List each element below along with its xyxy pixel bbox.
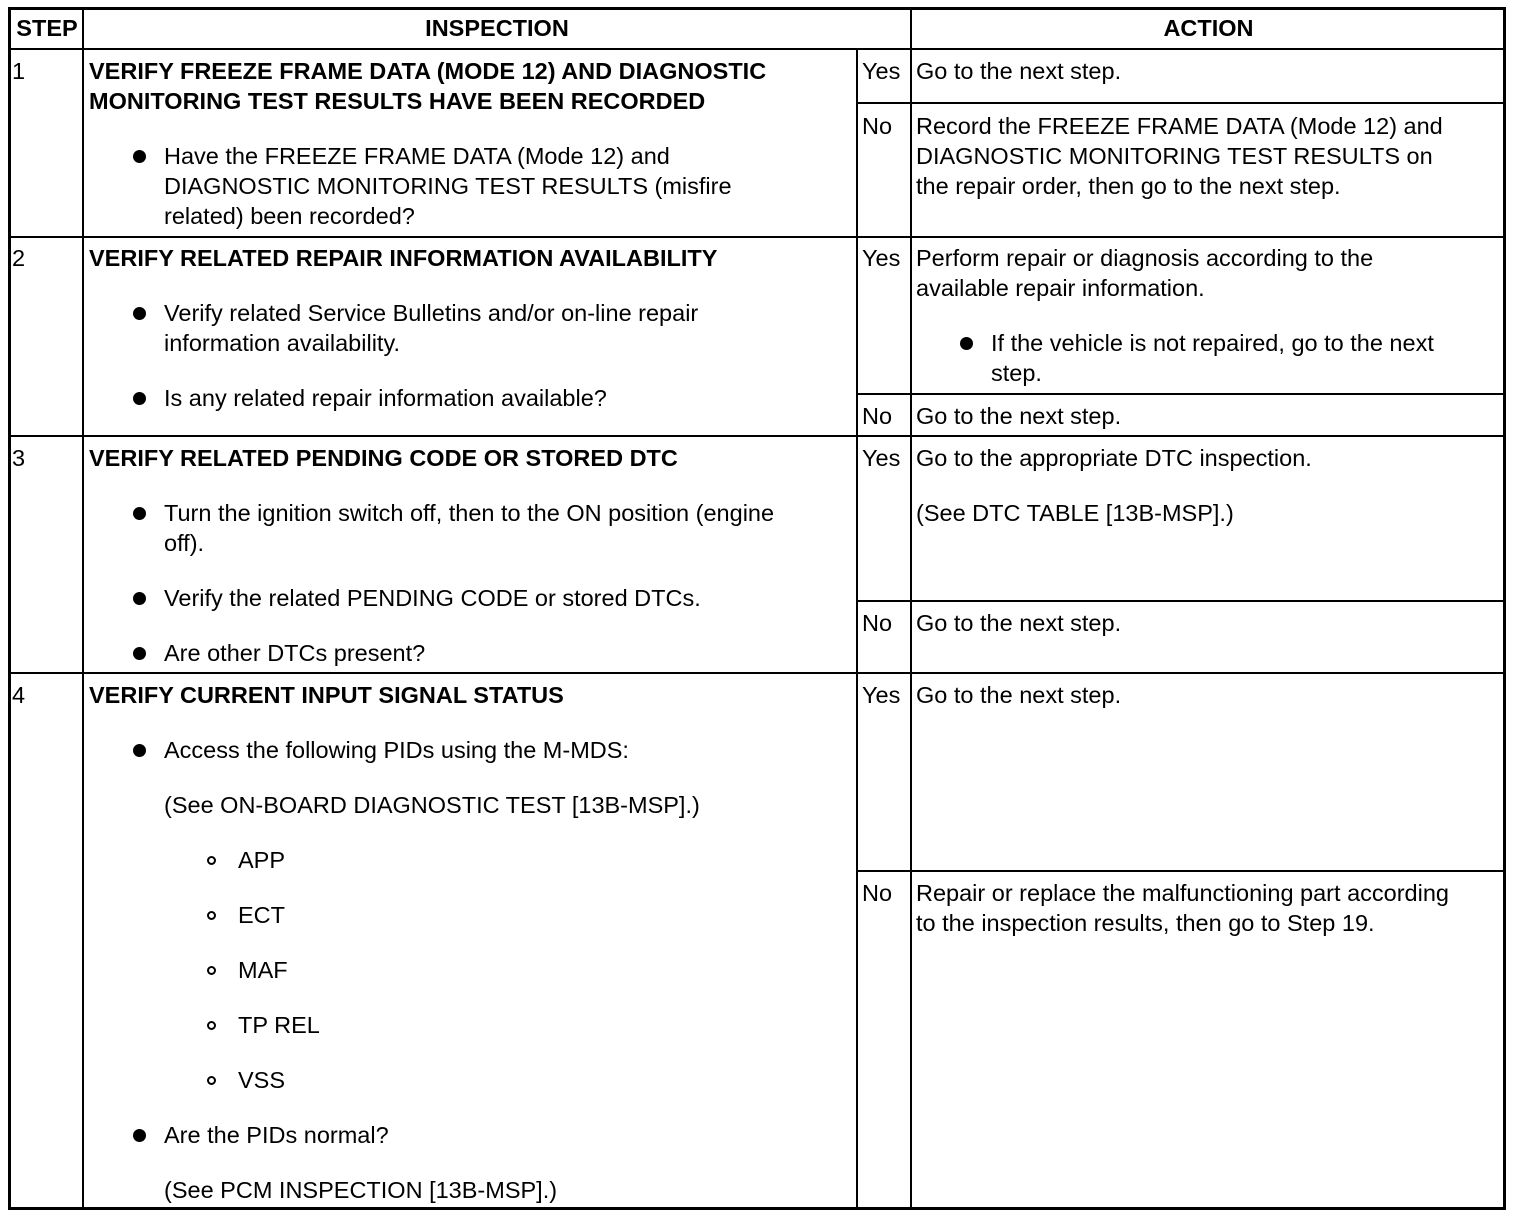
header-action: ACTION [1163,15,1254,41]
header-divider [11,48,1503,50]
inspection-bullet: Verify related Service Bulletins and/or on-line repair [164,300,699,326]
step-title: VERIFY RELATED REPAIR INFORMATION AVAILABILITY [89,245,718,271]
inspection-note: (See ON-BOARD DIAGNOSTIC TEST [13B-MSP].) [164,792,700,818]
no-label: No [862,113,893,139]
sub-bullet-icon [207,1021,216,1030]
action-col-divider [910,10,912,1207]
sub-bullet-icon [207,911,216,920]
row1-divider [11,236,1503,238]
bullet-icon [133,744,146,757]
bullet-icon [133,507,146,520]
bullet-icon [133,592,146,605]
bullet-icon [133,150,146,163]
inspection-bullet: off). [164,530,205,556]
inspection-bullet: Verify the related PENDING CODE or stored DTCs. [164,585,701,611]
row2-yes-no-divider [856,393,1503,395]
no-action: DIAGNOSTIC MONITORING TEST RESULTS on [916,143,1433,169]
yes-action: Go to the next step. [916,58,1122,84]
yes-bullet: If the vehicle is not repaired, go to the next [991,330,1434,356]
step-title: MONITORING TEST RESULTS HAVE BEEN RECORDED [89,88,706,114]
bullet-icon [133,647,146,660]
pid-item: ECT [238,902,285,928]
sub-bullet-icon [207,966,216,975]
inspection-bullet: related) been recorded? [164,203,415,229]
yes-action: Perform repair or diagnosis according to the [916,245,1374,271]
pid-item: APP [238,847,286,873]
inspection-bullet: Are other DTCs present? [164,640,426,666]
bullet-icon [960,337,973,350]
step-number: 4 [12,682,26,708]
sub-bullet-icon [207,856,216,865]
no-action: the repair order, then go to the next step. [916,173,1341,199]
row3-yes-no-divider [856,600,1503,602]
yes-action: available repair information. [916,275,1205,301]
no-action: Record the FREEZE FRAME DATA (Mode 12) and [916,113,1443,139]
yes-label: Yes [862,58,901,84]
yes-label: Yes [862,682,901,708]
no-label: No [862,880,893,906]
step-title: VERIFY FREEZE FRAME DATA (MODE 12) AND DIAGNOSTIC [89,58,767,84]
step-number: 3 [12,445,26,471]
no-action: Repair or replace the malfunctioning part according [916,880,1449,906]
inspection-col-divider [856,48,858,1207]
step-col-divider [82,10,84,1207]
inspection-note: (See PCM INSPECTION [13B-MSP].) [164,1177,558,1203]
no-label: No [862,610,893,636]
step-title: VERIFY RELATED PENDING CODE OR STORED DTC [89,445,678,471]
header-inspection: INSPECTION [425,15,569,41]
step-number: 2 [12,245,26,271]
bullet-icon [133,307,146,320]
sub-bullet-icon [207,1076,216,1085]
no-action: Go to the next step. [916,403,1122,429]
row2-divider [11,435,1503,437]
yes-action: Go to the appropriate DTC inspection. [916,445,1312,471]
row3-divider [11,672,1503,674]
yes-label: Yes [862,445,901,471]
inspection-bullet: DIAGNOSTIC MONITORING TEST RESULTS (misfire [164,173,732,199]
row4-yes-no-divider [856,870,1503,872]
no-action: Go to the next step. [916,610,1122,636]
row1-yes-no-divider [856,102,1503,104]
yes-note: (See DTC TABLE [13B-MSP].) [916,500,1234,526]
no-label: No [862,403,893,429]
yes-action: Go to the next step. [916,682,1122,708]
inspection-bullet: information availability. [164,330,400,356]
header-step: STEP [16,15,78,41]
bullet-icon [133,1129,146,1142]
bullet-icon [133,392,146,405]
inspection-bullet: Turn the ignition switch off, then to the ON position (engine [164,500,775,526]
pid-item: TP REL [238,1012,320,1038]
inspection-bullet: Is any related repair information available? [164,385,607,411]
step-number: 1 [12,58,26,84]
inspection-bullet: Access the following PIDs using the M-MDS: [164,737,629,763]
yes-bullet: step. [991,360,1042,386]
pid-item: VSS [238,1067,286,1093]
inspection-bullet: Have the FREEZE FRAME DATA (Mode 12) and [164,143,670,169]
yes-label: Yes [862,245,901,271]
step-title: VERIFY CURRENT INPUT SIGNAL STATUS [89,682,564,708]
no-action: to the inspection results, then go to Step 19. [916,910,1375,936]
inspection-bullet: Are the PIDs normal? [164,1122,389,1148]
pid-item: MAF [238,957,288,983]
